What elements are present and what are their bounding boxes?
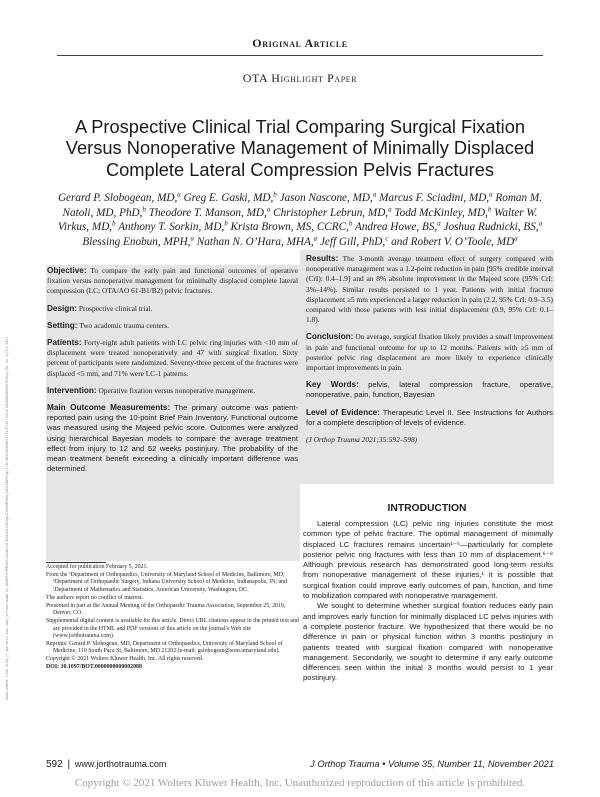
affiliation-marker: a: [437, 219, 441, 228]
abstract-main-outcome: Main Outcome Measurements: The primary outcome was patient-reported pain using the 10-point Brief Pain Inventory. Functional outcome was measured using the Majeed pelvic score. Outcomes were analyzed using hierarchical Bayesian models to compare the average treatment effect from injury to 12 and 52 weeks postinjury. The probability of the mean treatment benefit exceeding a clinically important difference was determined.: [47, 403, 298, 474]
affiliation-marker: b: [487, 204, 492, 213]
intro-paragraph: We sought to determine whether surgical fixation reduces early pain and improves early function for minimally displaced LC pelvis injuries with a complete posterior fracture. We hypothesized that there would be no difference in pain or physical function within 3 months postinjury in patients treated with surgical fixation compared with nonoperative management. Secondarily, we sought to determine if any early outcome differences seen within the initial 3 months would persist to 1 year postinjury.: [303, 601, 553, 683]
article-title: A Prospective Clinical Trial Comparing Surgical Fixation Versus Nonoperative Management of Minimally Displaced Complete Lateral Compression Pelvis Fractures: [65, 116, 535, 180]
citation: (J Orthop Trauma 2021;35:592–598): [306, 435, 418, 445]
author-name: Gerard P. Slobogean, MD,: [57, 192, 178, 204]
affiliation-marker: a: [190, 234, 194, 243]
author-name: Jason Nascone, MD,: [279, 192, 373, 204]
affiliation-marker: b: [273, 190, 277, 199]
footnote-divider: [46, 562, 106, 563]
abstract-left-column: [47, 266, 298, 481]
footnote: Accepted for publication February 5, 2021.: [46, 564, 148, 570]
footnotes: [46, 564, 302, 673]
footnote: The authors report no conflict of interest.: [46, 594, 143, 601]
introduction-body: [303, 519, 553, 684]
footnote: Copyright © 2021 Wolters Kluwer Health, Inc. All rights reserved.: [46, 656, 204, 663]
download-watermark: Downloaded from http://journals.lww.com/jorthotrauma by BhDMf5ePHKav1zEoum1tQfN4a+kJLhEZgbsIHo4XMi0hCywCX1AWnYQp/IlQrHD3i3D0OdRyi7TvSFl4Cf3VC4/OAVpDDa8KKGKV0Ymy+78= on 11/21/2021: [5, 336, 9, 700]
affiliation-marker: a: [266, 204, 271, 213]
author-name: Walter W. Virkus, MD,: [57, 206, 538, 234]
affiliation-marker: a: [514, 234, 518, 243]
author-name: Theodore T. Manson, MD,: [148, 206, 267, 219]
author-name: Nathan N. O’Hara, MHA,: [196, 235, 314, 248]
author-name: Joshua Rudnicki, BS,: [443, 221, 539, 234]
affiliation-marker: a: [177, 190, 181, 199]
author-name: Roman M. Natoli, MD, PhD,: [62, 192, 543, 219]
abstract-conclusion: Conclusion: On average, surgical fixation likely provides a small improvement in pain and functional outcome for up to 12 months. Patients with ≥5 mm of posterior pelvic ring displacement are more likely to experience clinically important improvements in pain.: [306, 332, 553, 373]
abstract-level: Level of Evidence: Therapeutic Level II. See Instructions for Authors for a complete description of levels of evidence.: [306, 407, 553, 427]
abstract-keywords: Key Words: pelvis, lateral compression fracture, operative, nonoperative, pain, function, Bayesian: [306, 380, 553, 400]
affiliation-marker: a: [489, 190, 493, 199]
journal-website[interactable]: www.jorthotrauma.com: [74, 759, 167, 769]
author-list: Gerard P. Slobogean, MD,$^a$ Greg E. Gaski, MD,$^b$ Jason Nascone, MD,$^a$ Marcus F. Sciadini, MD,$^a$ Roman M. Natoli, MD, PhD,$^b$ Theodore T. Manson, MD,$^a$ Christopher Lebrun, MD,$^a$ Todd McKinley, MD,$^b$ Walter W. Virkus, MD,$^b$ Anthony T. Sorkin, MD,$^b$ Krista Brown, MS, CCRC,$^b$ Andrea Howe, BS,$^a$ Joshua Rudnicki, BS,$^a$ Blessing Enobun, MPH,$^a$ Nathan N. O’Hara, MHA,$^a$ Jeff Gill, PhD,$^c$ and Robert V. O’Toole, $MD^a$: [57, 190, 543, 248]
section-heading: INTRODUCTION: [387, 503, 467, 514]
paper-type: OTA Highlight Paper: [242, 71, 358, 85]
affiliation-marker: a: [538, 219, 543, 228]
author-name: Anthony T. Sorkin, MD,: [118, 221, 225, 234]
abstract-design: Design: Prospective clinical trial.: [47, 303, 153, 313]
author-name: Robert V. O’Toole, MD: [410, 235, 515, 248]
abstract-objective: Objective: To compare the early pain and functional outcomes of operative fixation versus nonoperative management for minimally displaced complete lateral compression (LC; OTA/AO 61-B1/B2) pelvic fractures.: [47, 266, 298, 296]
affiliation-marker: a: [372, 190, 377, 199]
author-name: Andrea Howe, BS,: [354, 221, 438, 234]
page-footer-left: 592 | www.jorthotrauma.com: [46, 759, 167, 770]
footnote: From the ᵃDepartment of Orthopaedics, University of Maryland School of Medicine, Baltimore, MD; ᵇDepartment of Orthopaedic Surgery, Indiana University School of Medicine, Indianapolis, IN; and ᶜDepartment of Mathematics and Statistics, American University, Washington, DC.: [46, 572, 287, 593]
abstract-right-column: [306, 254, 553, 452]
author-name: Krista Brown, MS, CCRC,: [230, 221, 349, 234]
journal-issue: J Orthop Trauma • Volume 35, Number 11, November 2021: [310, 759, 554, 769]
affiliation-marker: a: [388, 204, 392, 213]
author-name: Blessing Enobun, MPH,: [82, 235, 191, 248]
author-name: Todd McKinley, MD,: [394, 206, 488, 219]
footnote: Supplemental digital content is available for this article. Direct URL citations appear in the printed text and are provided in the HTML and PDF versions of this article on the journal’s Web site (www.jorthotrauma.com).: [46, 618, 299, 639]
author-name: Greg E. Gaski, MD,: [183, 192, 274, 204]
affiliation-marker: c: [385, 234, 389, 243]
author-name: Marcus F. Sciadini, MD,: [379, 192, 490, 204]
affiliation-marker: b: [142, 204, 146, 213]
abstract-setting: Setting: Two academic trauma centers.: [47, 320, 169, 330]
author-name: Christopher Lebrun, MD,: [273, 206, 389, 219]
affiliation-marker: b: [224, 219, 228, 228]
footnote: Presented in part at the Annual Meeting of the Orthopaedic Trauma Association, September 25, 2019, Denver, CO.: [46, 602, 286, 617]
intro-paragraph: Lateral compression (LC) pelvic ring injuries constitute the most common type of pelvic fracture. The optimal management of minimally displaced LC fractures remains uncertain¹⁻⁵—particularly for complete posterior pelvic ring fractures with less than 10 mm of displacement.⁶⁻⁸ Although previous research has demonstrated good long-term results from nonoperative management of these injuries,¹ it is possible that surgical fixation could improve early outcomes of pain, function, and time to mobilization compared with nonoperative management.: [303, 519, 553, 601]
footnote: Reprints: Gerard P. Slobogean, MD, Department of Orthopaedics, University of Maryland School of Medicine, 110 South Paca St, Baltimore, MD 21202 (e-mail: gslobogean@som.umaryland.edu).: [46, 640, 283, 655]
footnote: DOI: 10.1097/BOT.0000000000002088: [46, 664, 142, 671]
affiliation-marker: b: [348, 219, 353, 228]
header-divider: [57, 55, 543, 56]
abstract-intervention: Intervention: Operative fixation versus nonoperative management.: [47, 385, 256, 395]
page-number: 592: [46, 759, 63, 770]
affiliation-marker: b: [112, 219, 116, 228]
copyright-banner: Copyright © 2021 Wolters Kluwer Health, Inc. Unauthorized reproduction of this article is prohibited.: [74, 777, 526, 789]
abstract-patients: Patients: Forty-eight adult patients with LC pelvic ring injuries with <10 mm of displacement were treated nonoperatively and 47 with surgical fixation. Sixty percent of participants were randomized. Seventy-three percent of the fractures were displaced <5 mm, and 71% were LC-1 patterns.: [47, 338, 298, 378]
section-label: Original Article: [252, 36, 348, 50]
abstract-results: Results: The 3-month average treatment effect of surgery compared with nonoperative management was a 1.2-point reduction in pain [95% credible interval (CrI): 0.4–1.9] and an 8% absolute improvement in the Majeed score (95% CrI: 3%–14%). Similar results persisted to 1 year. Patients with initial fracture displacement ≥5 mm experienced a larger reduction in pain (2.2, 95% CrI: 0.9–3.5) compared with those patients with less initial displacement (0.9, 95% CrI: 0.1–1.8).: [306, 254, 553, 325]
affiliation-marker: a: [313, 234, 318, 243]
author-name: Jeff Gill, PhD,: [319, 235, 386, 248]
